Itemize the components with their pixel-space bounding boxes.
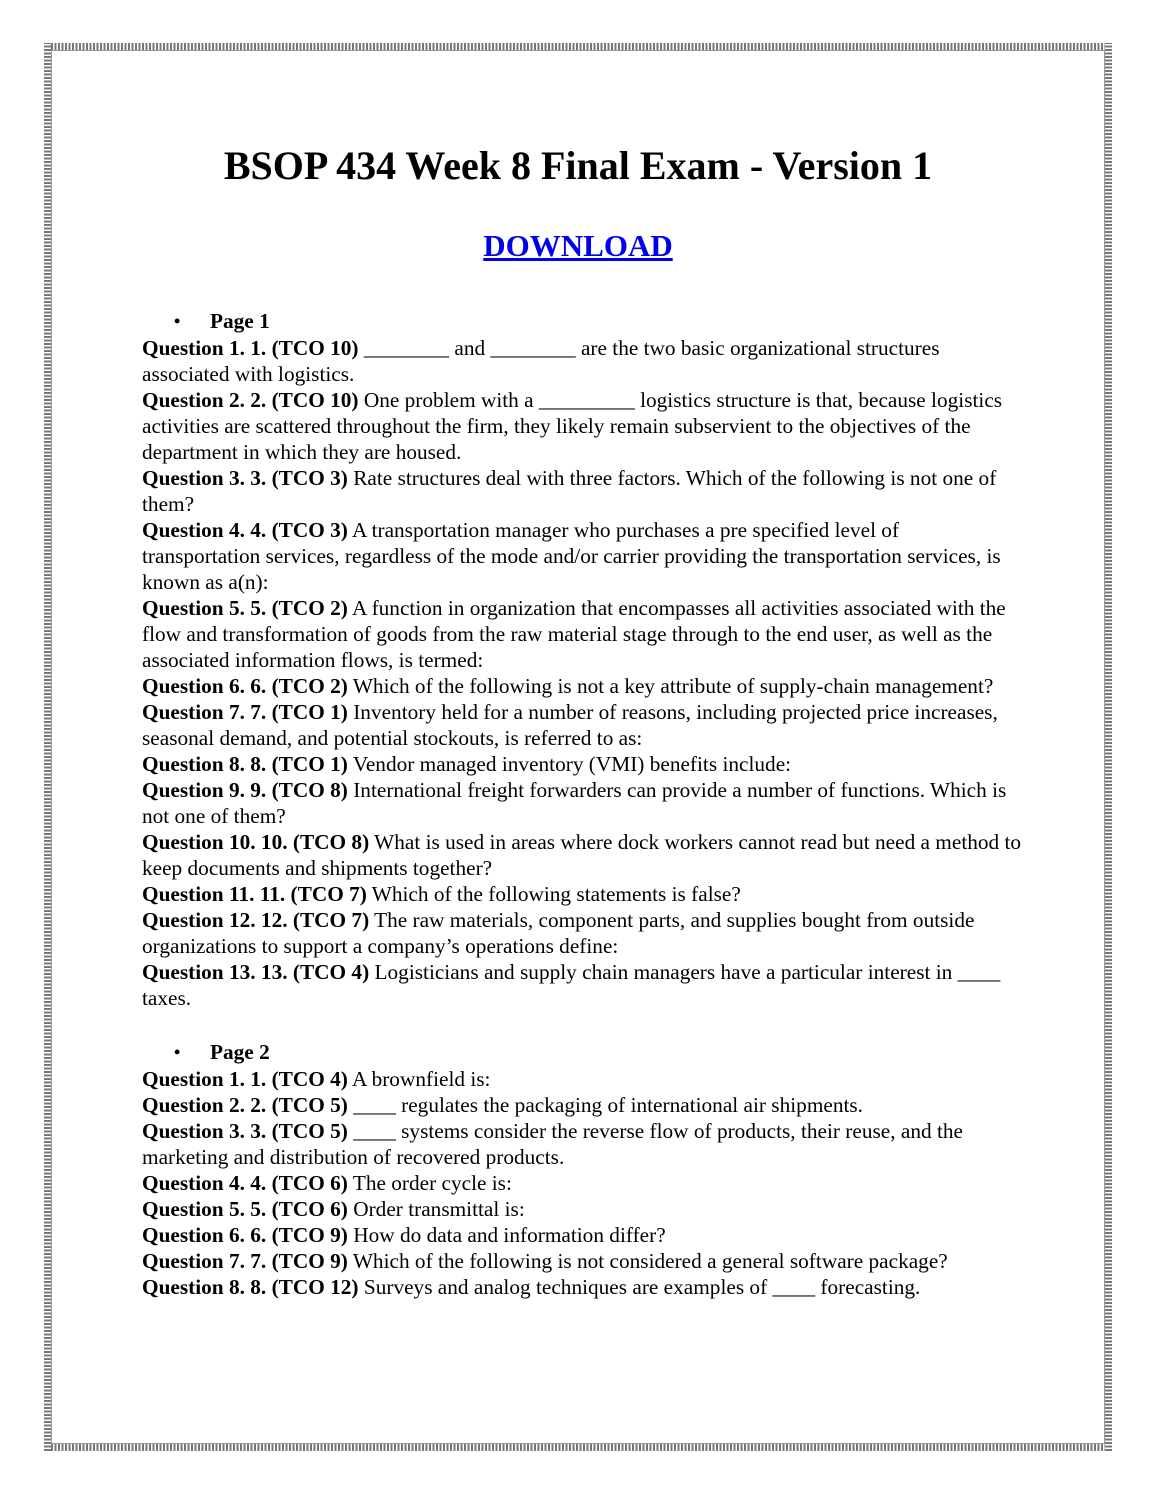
question-text: The order cycle is: xyxy=(347,1171,512,1195)
question-label: Question 2. 2. (TCO 5) xyxy=(142,1093,348,1117)
question-label: Question 6. 6. (TCO 2) xyxy=(142,674,348,698)
question-text: ____ systems consider the reverse flow of products, their reuse, and the marketing and distribution of recovered products. xyxy=(142,1119,963,1169)
page-border-top xyxy=(44,43,1112,50)
question-label: Question 5. 5. (TCO 6) xyxy=(142,1197,348,1221)
question-label: Question 5. 5. (TCO 2) xyxy=(142,596,348,620)
bullet-icon: • xyxy=(174,310,181,331)
section-heading-page-2 xyxy=(142,1037,1022,1066)
question-item xyxy=(142,907,1022,959)
question-text: Vendor managed inventory (VMI) benefits include: xyxy=(347,752,792,776)
question-text: One problem with a _________ logistics structure is that, because logistics activities are scattered throughout the firm, they likely remain subservient to the objectives of the department in which they are housed. xyxy=(142,388,1003,464)
question-label: Question 8. 8. (TCO 12) xyxy=(142,1275,359,1299)
download-link[interactable]: DOWNLOAD xyxy=(483,228,673,263)
questions-content xyxy=(142,306,1022,1300)
question-label: Question 10. 10. (TCO 8) xyxy=(142,830,370,854)
question-item xyxy=(142,1274,1022,1300)
question-label: Question 1. 1. (TCO 10) xyxy=(142,336,359,360)
question-text: Rate structures deal with three factors. Which of the following is not one of them? xyxy=(142,466,997,516)
question-label: Question 7. 7. (TCO 1) xyxy=(142,700,348,724)
question-label: Question 3. 3. (TCO 5) xyxy=(142,1119,348,1143)
question-label: Question 13. 13. (TCO 4) xyxy=(142,960,370,984)
question-item xyxy=(142,1170,1022,1196)
question-item xyxy=(142,517,1022,595)
question-label: Question 4. 4. (TCO 6) xyxy=(142,1171,348,1195)
question-item xyxy=(142,1196,1022,1222)
question-label: Question 12. 12. (TCO 7) xyxy=(142,908,370,932)
question-text: How do data and information differ? xyxy=(347,1223,666,1247)
question-text: Surveys and analog techniques are examples of ____ forecasting. xyxy=(358,1275,921,1299)
question-text: Which of the following statements is false? xyxy=(366,882,741,906)
question-text: What is used in areas where dock workers cannot read but need a method to keep documents and shipments together? xyxy=(142,830,1022,880)
section-heading-label: Page 1 xyxy=(210,308,270,333)
question-label: Question 6. 6. (TCO 9) xyxy=(142,1223,348,1247)
question-text: ________ and ________ are the two basic organizational structures associated with logistics. xyxy=(142,336,940,386)
question-text: International freight forwarders can provide a number of functions. Which is not one of them? xyxy=(142,778,1007,828)
question-text: ____ regulates the packaging of international air shipments. xyxy=(347,1093,864,1117)
question-text: Inventory held for a number of reasons, including projected price increases, seasonal demand, and potential stockouts, is referred to as: xyxy=(142,700,998,750)
question-item xyxy=(142,595,1022,673)
question-item xyxy=(142,751,1022,777)
question-label: Question 1. 1. (TCO 4) xyxy=(142,1067,348,1091)
question-list xyxy=(142,1066,1022,1300)
question-text: Which of the following is not considered a general software package? xyxy=(347,1249,948,1273)
question-item xyxy=(142,335,1022,387)
page-border-inner-top xyxy=(51,50,1105,51)
question-label: Question 4. 4. (TCO 3) xyxy=(142,518,348,542)
question-text: The raw materials, component parts, and supplies bought from outside organizations to support a company’s operations define: xyxy=(142,908,975,958)
download-section xyxy=(0,226,1156,266)
question-item xyxy=(142,1092,1022,1118)
question-item xyxy=(142,699,1022,751)
question-item xyxy=(142,777,1022,829)
question-label: Question 7. 7. (TCO 9) xyxy=(142,1249,348,1273)
bullet-icon: • xyxy=(174,1041,181,1062)
document-title: BSOP 434 Week 8 Final Exam - Version 1 xyxy=(223,143,933,188)
question-item xyxy=(142,1118,1022,1170)
question-text: Logisticians and supply chain managers have a particular interest in ____ taxes. xyxy=(142,960,1001,1010)
question-label: Question 11. 11. (TCO 7) xyxy=(142,882,367,906)
section-heading-label: Page 2 xyxy=(210,1039,270,1064)
question-item xyxy=(142,881,1022,907)
page-border-bottom xyxy=(44,1444,1112,1451)
page-border-inner-bottom xyxy=(51,1443,1105,1444)
question-list xyxy=(142,335,1022,1011)
question-item xyxy=(142,959,1022,1011)
question-item xyxy=(142,1222,1022,1248)
question-item xyxy=(142,673,1022,699)
question-item xyxy=(142,829,1022,881)
question-text: A function in organization that encompasses all activities associated with the flow and transformation of goods from the raw material stage through to the end user, as well as the associated information flows, is termed: xyxy=(142,596,1006,672)
question-text: Which of the following is not a key attribute of supply-chain management? xyxy=(347,674,994,698)
question-label: Question 3. 3. (TCO 3) xyxy=(142,466,348,490)
question-item xyxy=(142,1248,1022,1274)
question-item xyxy=(142,465,1022,517)
question-text: A brownfield is: xyxy=(347,1067,491,1091)
question-text: A transportation manager who purchases a pre specified level of transportation services, regardless of the mode and/or carrier providing the transportation services, is known as a(n): xyxy=(142,518,1001,594)
question-label: Question 8. 8. (TCO 1) xyxy=(142,752,348,776)
question-text: Order transmittal is: xyxy=(347,1197,525,1221)
question-item xyxy=(142,1066,1022,1092)
question-label: Question 9. 9. (TCO 8) xyxy=(142,778,348,802)
section-heading-page-1 xyxy=(142,306,1022,335)
question-item xyxy=(142,387,1022,465)
question-label: Question 2. 2. (TCO 10) xyxy=(142,388,359,412)
section-spacer xyxy=(142,1011,1022,1037)
